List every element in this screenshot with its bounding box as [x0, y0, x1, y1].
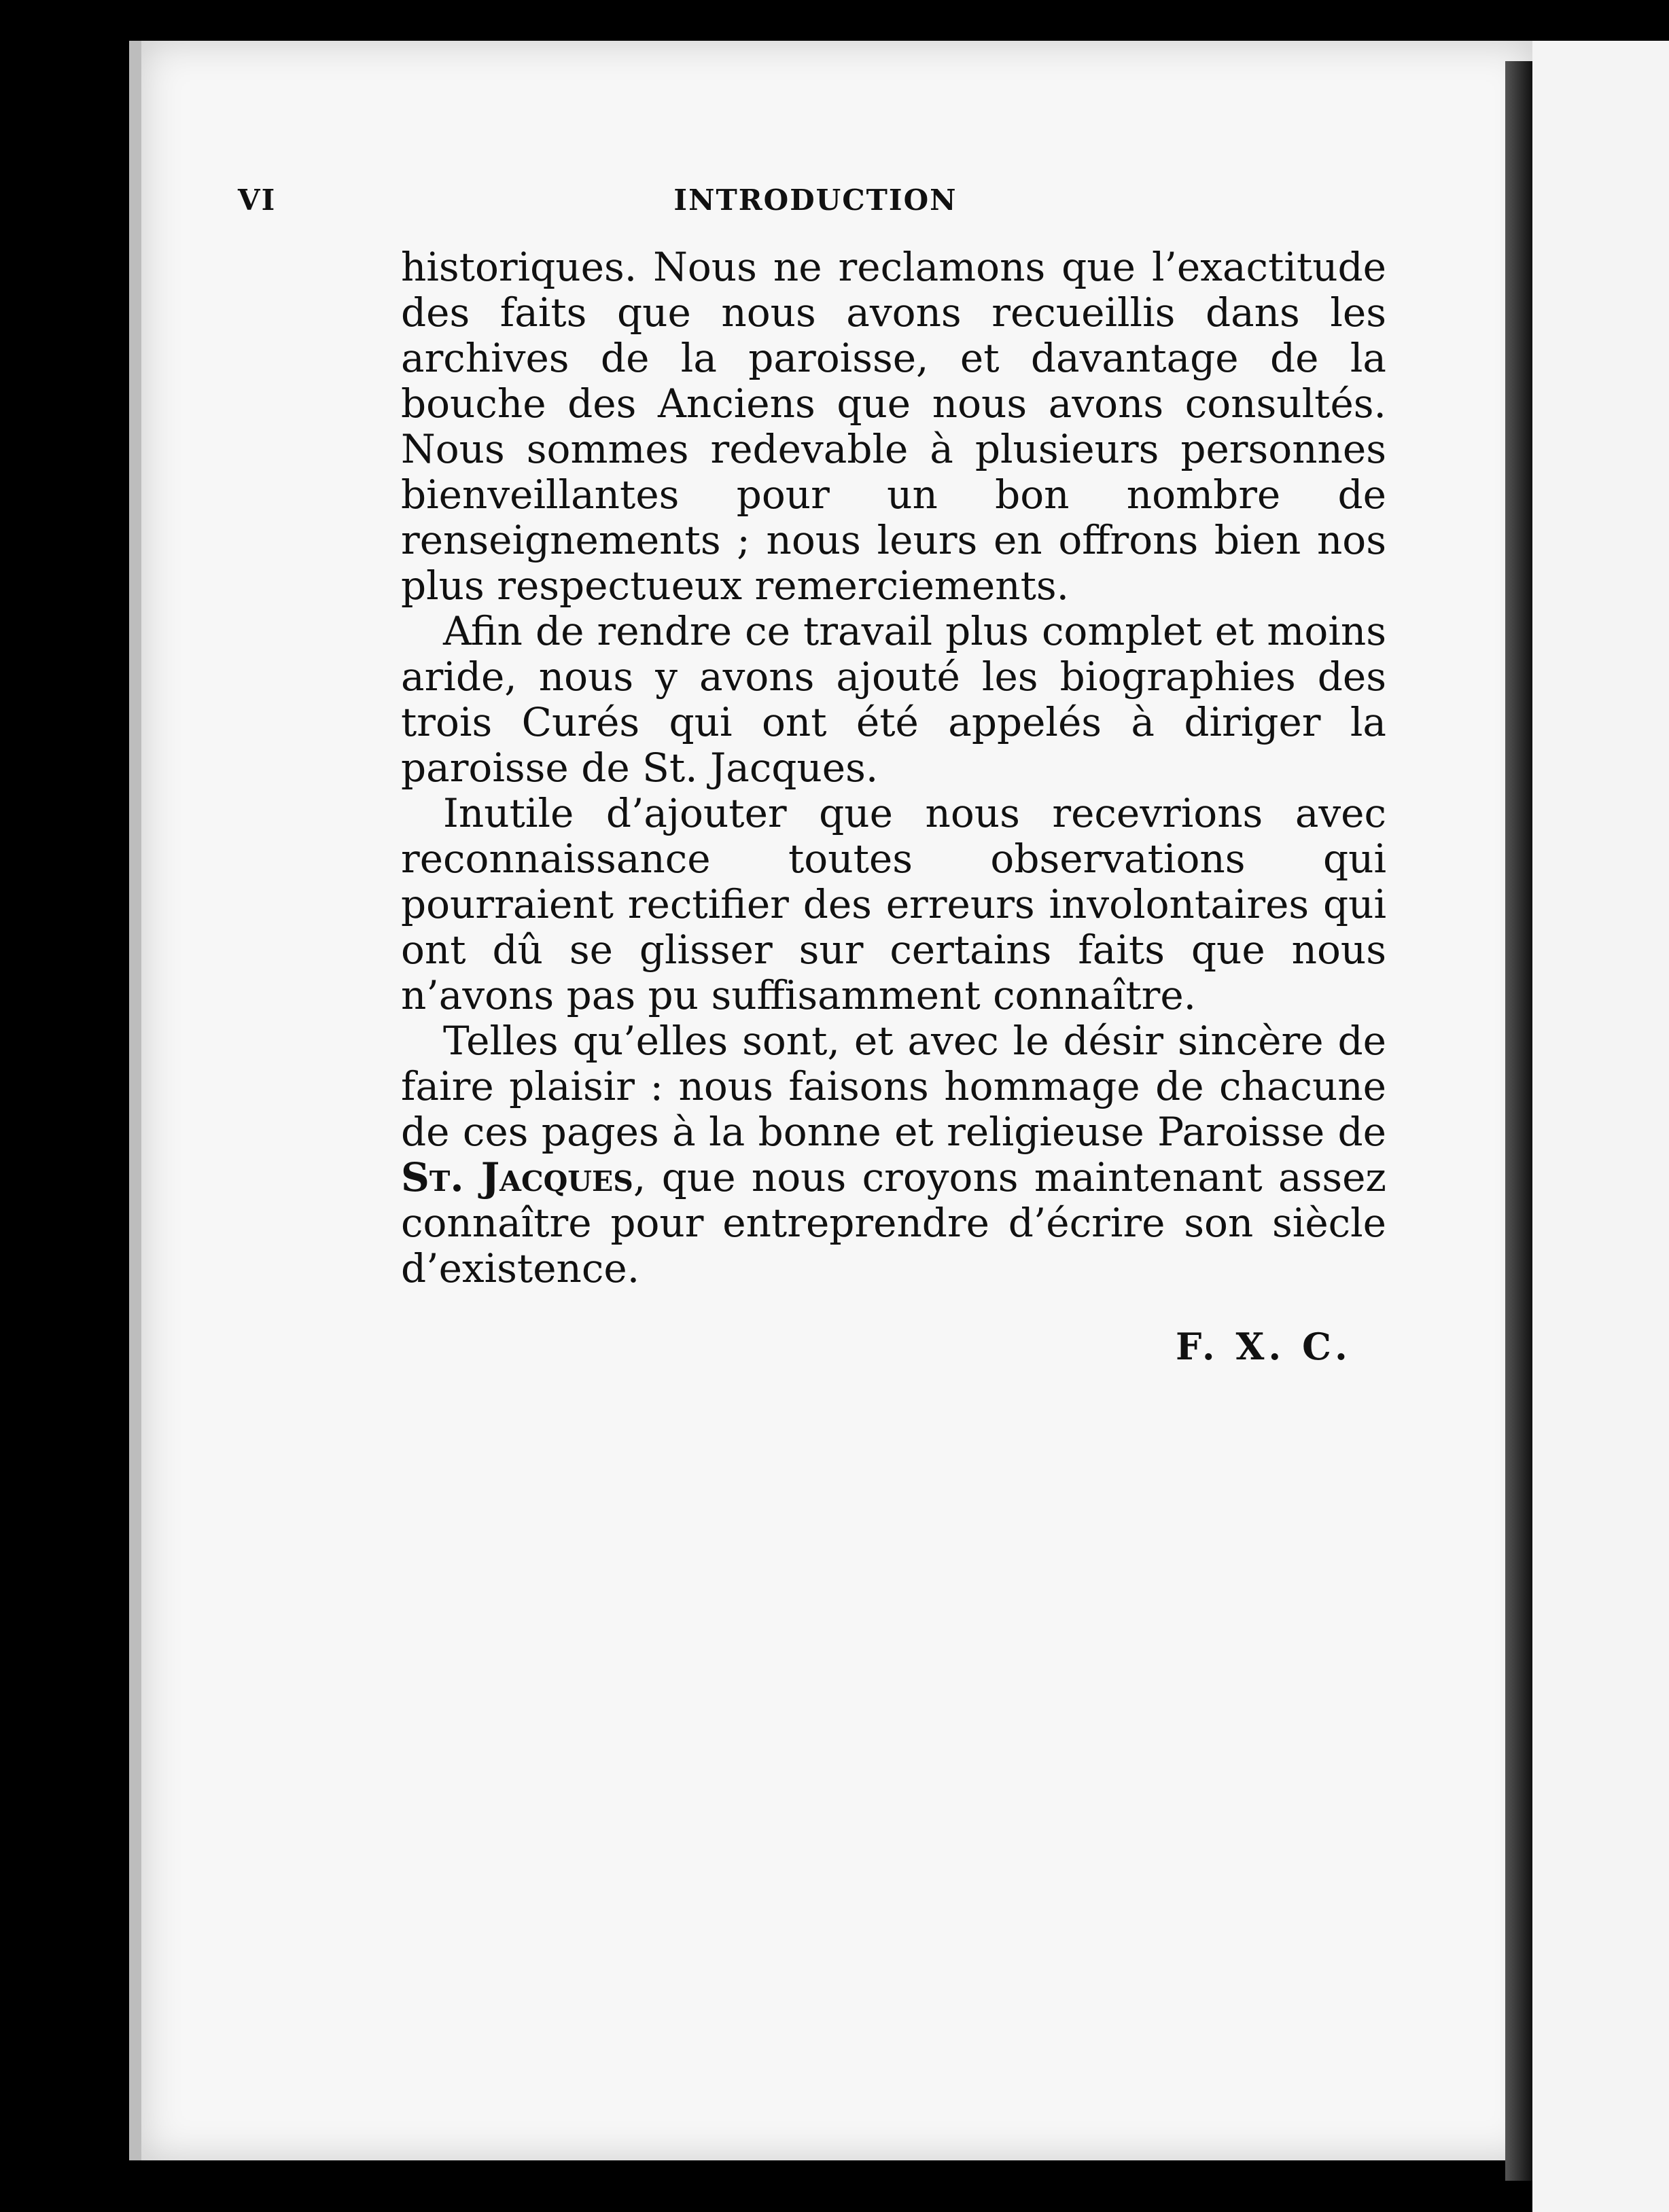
page-header [238, 183, 1393, 231]
paragraph-2: Afin de rendre ce travail plus complet et moins aride, nous y avons ajouté les biographies des trois Curés qui ont été appelés à diriger la paroisse de St. Jacques. [401, 608, 1386, 791]
paragraph-3: Inutile d’ajouter que nous recevrions avec reconnaissance toutes observations qui pourraient rectifier des erreurs involontaires qui ont dû se glisser sur certains faits que nous n’avons pas pu suffisamment connaître. [401, 790, 1386, 1018]
page-number: VI [238, 183, 277, 217]
author-initials: F. X. C. [1176, 1325, 1352, 1368]
paragraph-4 [401, 1018, 1386, 1291]
introduction-text [401, 245, 1386, 1291]
paragraph-4-start: Telles qu’elles sont, et avec le désir sincère de faire plaisir : nous faisons hommage de chacune de ces pages à la bonne et religieuse Paroisse de [401, 1018, 1386, 1155]
facing-page-edge [1532, 41, 1669, 2212]
parish-name: St. Jacques [401, 1154, 633, 1200]
running-title: INTRODUCTION [673, 183, 958, 217]
book-gutter [1505, 61, 1532, 2181]
paragraph-1: historiques. Nous ne reclamons que l’exactitude des faits que nous avons recueillis dans les archives de la paroisse, et davantage de la bouche des Anciens que nous avons consultés. Nous sommes redevable à plusieurs personnes bienveillantes pour un bon nombre de renseignements ; nous leurs en offrons bien nos plus respectueux remerciements. [401, 244, 1386, 609]
paragraph-4-end: , que nous croyons maintenant assez connaître pour entreprendre d’écrire son siècle d’existence. [401, 1154, 1386, 1291]
